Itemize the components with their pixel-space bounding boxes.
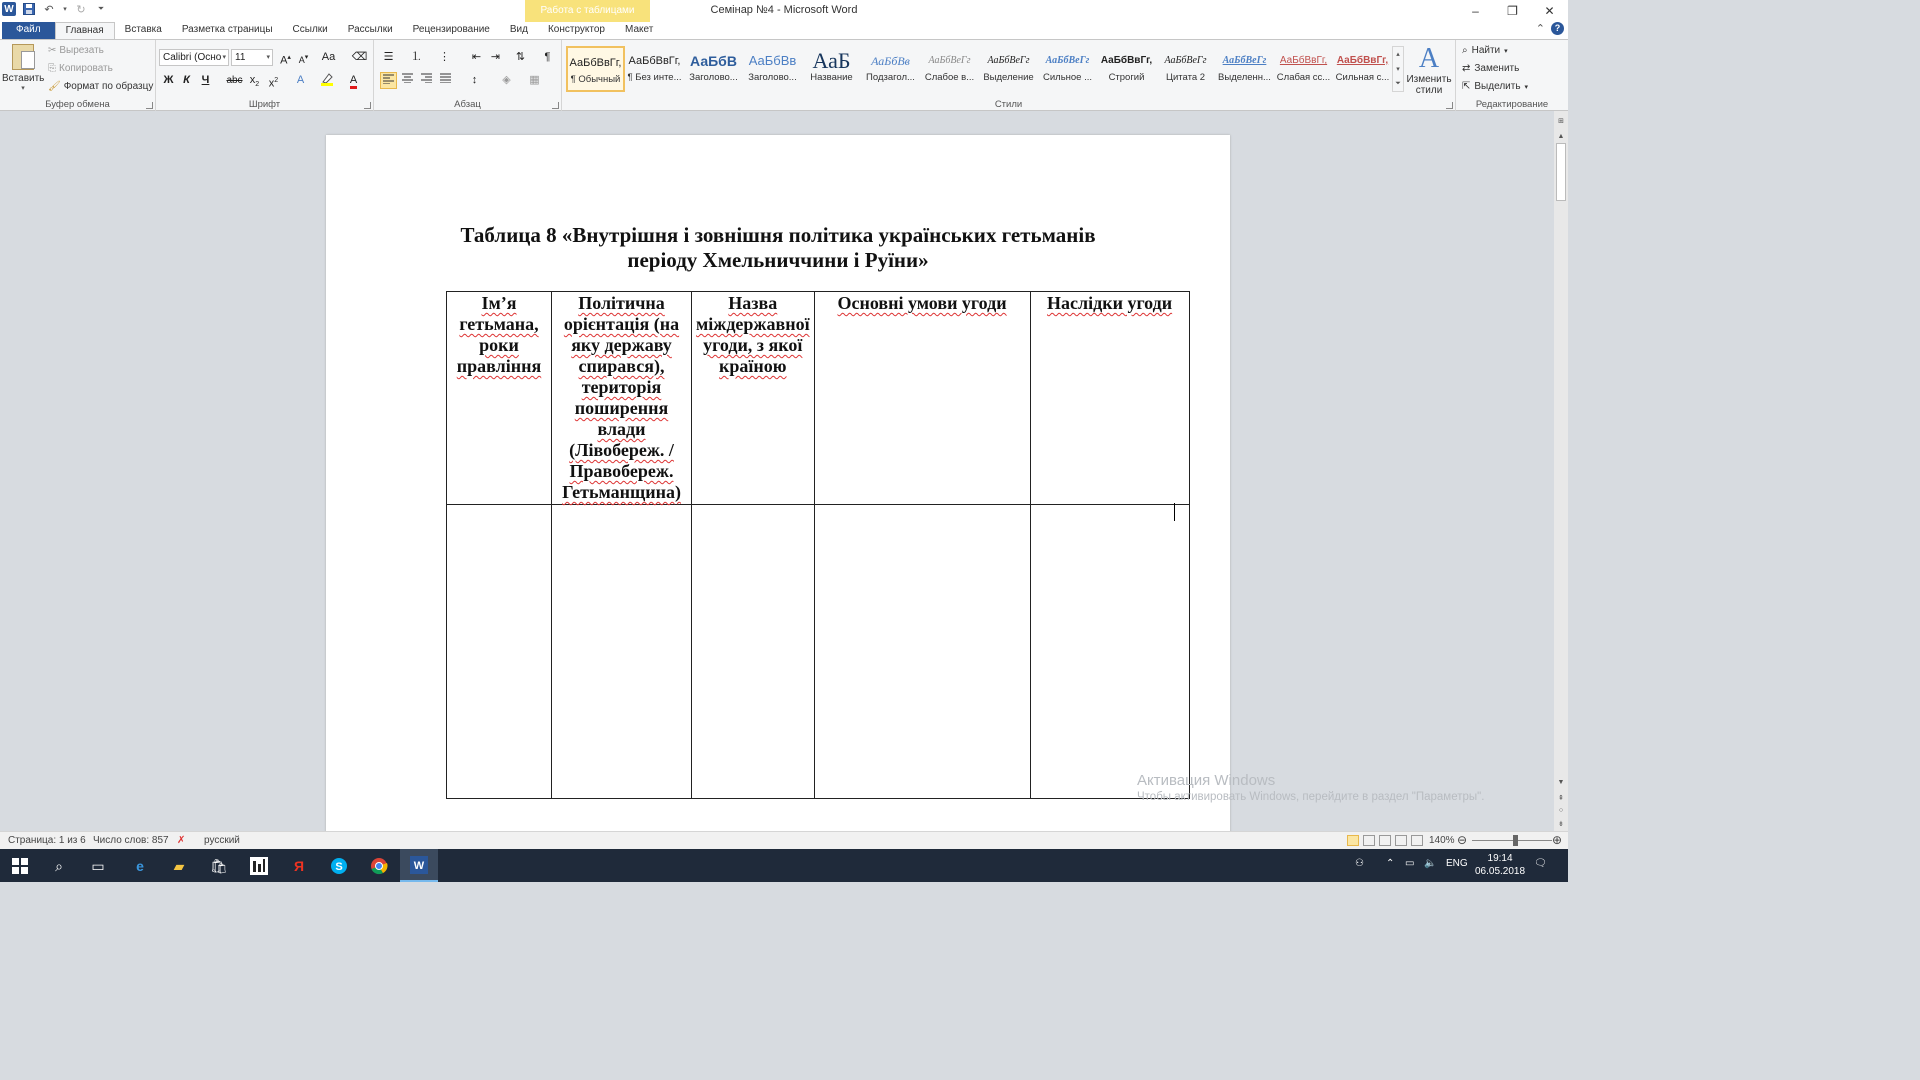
change-case-button[interactable]: Aa: [321, 51, 336, 63]
borders-icon[interactable]: ▦: [529, 74, 540, 86]
document-heading[interactable]: [326, 223, 1230, 273]
style-name: Сильная с...: [1335, 72, 1390, 83]
activation-title: Активация Windows: [1137, 772, 1276, 789]
header-text: Ім’я гетьмана, роки правління: [456, 293, 542, 376]
clipboard-launcher-icon[interactable]: [146, 102, 153, 109]
style-subtitle[interactable]: [861, 46, 920, 92]
multilevel-list-icon[interactable]: ⋮: [439, 51, 450, 63]
table-tools-header: Работа с таблицами: [525, 0, 650, 22]
undo-dropdown-icon[interactable]: ▾: [63, 6, 67, 13]
find-label: Найти: [1471, 45, 1501, 56]
table-row: [447, 505, 1190, 799]
style-name: Заголово...: [689, 72, 738, 83]
style-quote-2[interactable]: [1156, 46, 1215, 92]
header-text: Політична орієнтація (на яку державу спирався), територія поширення влади (Лівобереж. / Правобереж. Гетьманщина): [562, 293, 681, 502]
edge-icon[interactable]: e: [136, 858, 144, 874]
style-sample: АаБбВвГг,: [1336, 55, 1389, 66]
style-emphasis[interactable]: [979, 46, 1038, 92]
format-painter-button[interactable]: [48, 81, 153, 92]
zoom-out-icon[interactable]: ⊖: [1457, 833, 1468, 847]
change-styles-label: Изменить стили: [1406, 74, 1452, 96]
redo-icon[interactable]: ↻: [76, 3, 86, 16]
scrollbar-thumb[interactable]: [1556, 143, 1566, 201]
browse-object-icon[interactable]: ○: [1558, 807, 1564, 814]
volume-icon[interactable]: 🔈: [1424, 858, 1437, 869]
ruler-toggle-icon[interactable]: ⊞: [1558, 118, 1564, 125]
save-icon[interactable]: [22, 2, 36, 16]
tab-page-layout[interactable]: Разметка страницы: [181, 24, 273, 35]
tab-design[interactable]: Конструктор: [547, 24, 605, 35]
draft-view-icon[interactable]: [1411, 835, 1423, 846]
style-heading-2[interactable]: [743, 46, 802, 92]
font-launcher-icon[interactable]: [364, 102, 371, 109]
style-sample: АаБбВеГг: [987, 55, 1030, 66]
table-cell[interactable]: [447, 505, 552, 799]
style-strong[interactable]: [1097, 46, 1156, 92]
style-sample: АаБбВ: [690, 53, 737, 69]
heading-line-2[interactable]: періоду Хмельниччини і Руїни»: [627, 248, 929, 272]
table-header-cell[interactable]: [552, 292, 692, 505]
styles-launcher-icon[interactable]: [1446, 102, 1453, 109]
zoom-level[interactable]: 140%: [1429, 835, 1455, 846]
table-cell[interactable]: [1030, 505, 1189, 799]
media-app-icon[interactable]: [247, 854, 271, 878]
superscript-button[interactable]: $x^2$: [268, 77, 279, 90]
minimize-button[interactable]: –: [1472, 4, 1479, 18]
shading-icon[interactable]: ◈: [502, 74, 511, 86]
format-painter-label: Формат по образцу: [63, 81, 154, 92]
font-name-value: Calibri (Осно: [163, 52, 222, 63]
style-name: Выделение: [983, 72, 1034, 83]
font-group: [156, 40, 374, 111]
network-icon[interactable]: ▭: [1405, 858, 1415, 869]
cut-label: Вырезать: [59, 45, 104, 56]
text-effects-icon[interactable]: A: [296, 74, 305, 86]
numbering-icon[interactable]: ⒈: [411, 51, 422, 63]
style-normal[interactable]: [566, 46, 625, 92]
bullets-icon[interactable]: ☰: [383, 51, 394, 63]
style-title[interactable]: [802, 46, 861, 92]
paste-button[interactable]: [2, 44, 44, 96]
windows-taskbar: [0, 849, 1568, 882]
font-size-value: 11: [235, 52, 246, 63]
web-layout-view-icon[interactable]: [1379, 835, 1391, 846]
style-name: Название: [810, 72, 853, 83]
replace-label: Заменить: [1474, 63, 1520, 74]
align-right-icon[interactable]: [418, 72, 435, 89]
styles-gallery: [566, 46, 1392, 92]
select-label: Выделить: [1474, 81, 1521, 92]
next-page-icon[interactable]: ⇟: [1558, 821, 1564, 828]
cursor-icon: ⇱: [1462, 81, 1471, 92]
style-name: Слабое в...: [924, 72, 975, 83]
table-header-cell[interactable]: [1030, 292, 1189, 505]
shrink-font-button[interactable]: A▾: [298, 54, 309, 65]
input-language[interactable]: ENG: [1446, 858, 1468, 869]
table-cell[interactable]: [552, 505, 692, 799]
style-sample: АаБбВв: [748, 53, 797, 68]
copy-label: Копировать: [59, 63, 113, 74]
font-group-label: Шрифт: [248, 99, 281, 110]
select-button[interactable]: [1462, 81, 1528, 92]
undo-icon[interactable]: ↶: [44, 3, 54, 16]
style-sample: АаБбВеГг: [928, 55, 971, 66]
title-bar: [0, 0, 1568, 22]
subscript-button[interactable]: $x_2$: [249, 74, 260, 89]
start-icon[interactable]: [8, 854, 32, 878]
style-no-spacing[interactable]: [625, 46, 684, 92]
quick-access-toolbar: [2, 2, 108, 16]
underline-button[interactable]: Ч: [201, 74, 210, 86]
font-size-combo[interactable]: [231, 49, 273, 66]
ribbon-right-controls: [1536, 22, 1564, 35]
chevron-up-icon[interactable]: ▴: [1396, 51, 1400, 59]
style-sample: АаБбВвГг,: [1100, 55, 1153, 66]
header-text: Основні умови угоди: [837, 293, 1007, 313]
tab-mailings[interactable]: Рассылки: [347, 24, 393, 35]
chevron-down-icon: ▾: [1504, 47, 1508, 55]
style-sample: АаБ: [812, 48, 851, 72]
font-name-combo[interactable]: [159, 49, 229, 66]
tab-insert[interactable]: Вставка: [124, 24, 162, 35]
binoculars-icon: ⌕: [1462, 45, 1468, 56]
paste-icon: [12, 44, 34, 70]
style-heading-1[interactable]: [684, 46, 743, 92]
tab-view[interactable]: Вид: [509, 24, 528, 35]
style-sample: АаБбВеГг: [1222, 55, 1267, 66]
tab-review[interactable]: Рецензирование: [412, 24, 490, 35]
table-cell[interactable]: [692, 505, 815, 799]
search-icon[interactable]: ⌕: [55, 857, 63, 874]
paragraph-group: [374, 40, 562, 111]
bold-button[interactable]: Ж: [163, 74, 174, 86]
align-center-icon[interactable]: [399, 72, 416, 89]
page-count[interactable]: Страница: 1 из 6: [8, 835, 86, 846]
brush-icon: 🖌: [48, 81, 61, 92]
paste-dropdown-icon: ▾: [21, 85, 25, 92]
action-center-icon[interactable]: 🗨: [1534, 858, 1547, 869]
chrome-icon[interactable]: [367, 854, 391, 878]
ribbon-tabs: [0, 22, 1568, 39]
paragraph-group-label: Абзац: [454, 99, 481, 110]
paragraph-launcher-icon[interactable]: [552, 102, 559, 109]
find-button[interactable]: [1462, 45, 1508, 56]
style-sample: АаБбВеГг: [1164, 55, 1207, 66]
windows-activation-watermark: [1137, 772, 1484, 803]
line-spacing-icon[interactable]: ↕: [471, 74, 478, 86]
ribbon: [0, 39, 1568, 111]
window-title: Семінар №4 - Microsoft Word: [710, 4, 858, 16]
style-name: Слабая сс...: [1276, 72, 1331, 83]
copy-button[interactable]: [48, 63, 113, 74]
tab-references[interactable]: Ссылки: [292, 24, 328, 35]
language[interactable]: русский: [204, 835, 240, 846]
svg-text:S: S: [335, 861, 343, 873]
style-sample: АаБбВв: [871, 54, 910, 68]
style-sample: АаБбВеГг: [1045, 55, 1090, 66]
history-table[interactable]: [446, 291, 1190, 799]
word-count[interactable]: Число слов: 857: [93, 835, 169, 846]
chevron-down-icon[interactable]: ▾: [1396, 65, 1400, 73]
svg-text:W: W: [413, 859, 425, 872]
yandex-browser-icon[interactable]: Я: [293, 858, 305, 874]
clipboard-group-label: Буфер обмена: [45, 99, 110, 110]
style-sample: АаБбВвГг,: [628, 55, 681, 67]
clipboard-group: [0, 40, 156, 111]
chevron-down-icon: ▾: [222, 54, 226, 61]
grow-font-button[interactable]: A▴: [280, 54, 291, 67]
style-name: Строгий: [1108, 72, 1145, 83]
word-taskbar-icon[interactable]: [400, 849, 438, 882]
clock-date: 06.05.2018: [1475, 866, 1526, 877]
sort-icon[interactable]: ⇅: [515, 51, 526, 63]
chevron-down-icon: ▾: [266, 54, 270, 61]
zoom-slider-track[interactable]: [1472, 840, 1552, 841]
style-name: Цитата 2: [1165, 72, 1206, 83]
table-header-cell[interactable]: [814, 292, 1030, 505]
clock-time: 19:14: [1487, 853, 1513, 864]
styles-gallery-scroll[interactable]: [1392, 46, 1404, 92]
replace-icon: ⇄: [1462, 63, 1471, 74]
header-text: Назва міждержавної угоди, з якої країною: [696, 293, 810, 376]
style-name: Сильное ...: [1042, 72, 1093, 83]
clock[interactable]: [1475, 852, 1525, 878]
print-layout-view-icon[interactable]: [1347, 835, 1359, 846]
style-intense-quote[interactable]: [1215, 46, 1274, 92]
close-button[interactable]: ✕: [1544, 4, 1555, 18]
table-cell[interactable]: [814, 505, 1030, 799]
style-sample: АаБбВвГг,: [569, 57, 622, 69]
table-header-cell[interactable]: [692, 292, 815, 505]
editing-group-label: Редактирование: [1475, 99, 1549, 110]
change-styles-button[interactable]: [1406, 44, 1452, 96]
zoom-in-icon[interactable]: ⊕: [1552, 833, 1563, 847]
collapse-ribbon-icon[interactable]: ⌃: [1535, 23, 1545, 35]
table-header-row: [447, 292, 1190, 505]
justify-icon[interactable]: [437, 72, 454, 89]
styles-group-label: Стили: [994, 99, 1023, 110]
replace-button[interactable]: [1462, 63, 1519, 74]
zoom-slider-thumb[interactable]: [1513, 835, 1518, 846]
style-subtle-emphasis[interactable]: [920, 46, 979, 92]
change-styles-icon: A: [1418, 43, 1440, 74]
style-name: ¶ Обычный: [570, 74, 621, 85]
proofing-icon[interactable]: ✗: [177, 835, 186, 846]
tab-layout[interactable]: Макет: [625, 24, 654, 35]
strikethrough-button[interactable]: abc: [226, 75, 243, 86]
style-name: Подзагол...: [866, 72, 915, 83]
style-name: Заголово...: [748, 72, 797, 83]
cut-button[interactable]: [48, 45, 104, 56]
outline-view-icon[interactable]: [1395, 835, 1407, 846]
show-marks-icon[interactable]: ¶: [544, 51, 551, 63]
store-icon[interactable]: 🛍: [210, 857, 228, 874]
style-intense-reference[interactable]: [1333, 46, 1392, 92]
style-name: ¶ Без инте...: [627, 72, 682, 83]
table-header-cell[interactable]: [447, 292, 552, 505]
scroll-down-icon[interactable]: ▼: [1557, 779, 1565, 786]
clear-formatting-icon[interactable]: ⌫: [351, 51, 368, 63]
customize-qat-icon[interactable]: ⏷: [97, 4, 105, 13]
increase-indent-icon[interactable]: ⇥: [490, 51, 501, 63]
status-bar: [0, 831, 1568, 849]
window-controls: [1457, 0, 1568, 22]
tab-file[interactable]: Файл: [2, 22, 55, 39]
expand-gallery-icon[interactable]: ⏷: [1395, 79, 1401, 87]
style-sample: АаБбВвГг,: [1279, 55, 1328, 66]
vertical-scrollbar[interactable]: [1554, 111, 1568, 831]
restore-button[interactable]: ❐: [1507, 4, 1518, 18]
word-logo-icon[interactable]: W: [2, 2, 16, 16]
document-workspace[interactable]: [0, 111, 1554, 831]
copy-icon: ⎘: [48, 63, 56, 74]
style-name: Выделенн...: [1218, 72, 1271, 83]
previous-page-icon[interactable]: ⇞: [1558, 795, 1564, 802]
full-screen-view-icon[interactable]: [1363, 835, 1375, 846]
font-color-icon[interactable]: A: [345, 72, 362, 89]
header-text: Наслідки угоди: [1047, 293, 1173, 313]
tab-home[interactable]: Главная: [55, 22, 115, 39]
highlight-icon[interactable]: [318, 72, 335, 89]
align-left-icon[interactable]: [380, 72, 397, 89]
style-subtle-reference[interactable]: [1274, 46, 1333, 92]
paste-label: Вставить: [2, 73, 45, 84]
decrease-indent-icon[interactable]: ⇤: [471, 51, 482, 63]
style-intense-emphasis[interactable]: [1038, 46, 1097, 92]
text-cursor: [1174, 503, 1175, 521]
italic-button[interactable]: К: [183, 74, 190, 86]
show-hidden-icons-icon[interactable]: ⌃: [1386, 858, 1395, 869]
skype-icon[interactable]: [327, 854, 351, 878]
task-view-icon[interactable]: ▭: [91, 857, 105, 874]
heading-line-1[interactable]: Таблица 8 «Внутрішня і зовнішня політика українських гетьманів: [460, 223, 1096, 247]
chevron-down-icon: ▾: [1524, 83, 1529, 91]
people-icon[interactable]: ⚇: [1355, 858, 1364, 869]
file-explorer-icon[interactable]: ▰: [173, 857, 185, 874]
scissors-icon: ✂: [48, 45, 57, 56]
help-icon[interactable]: ?: [1551, 22, 1564, 35]
scroll-up-icon[interactable]: ▲: [1557, 133, 1565, 140]
document-page[interactable]: [326, 135, 1230, 831]
activation-subtitle: Чтобы активировать Windows, перейдите в раздел "Параметры".: [1137, 791, 1485, 803]
